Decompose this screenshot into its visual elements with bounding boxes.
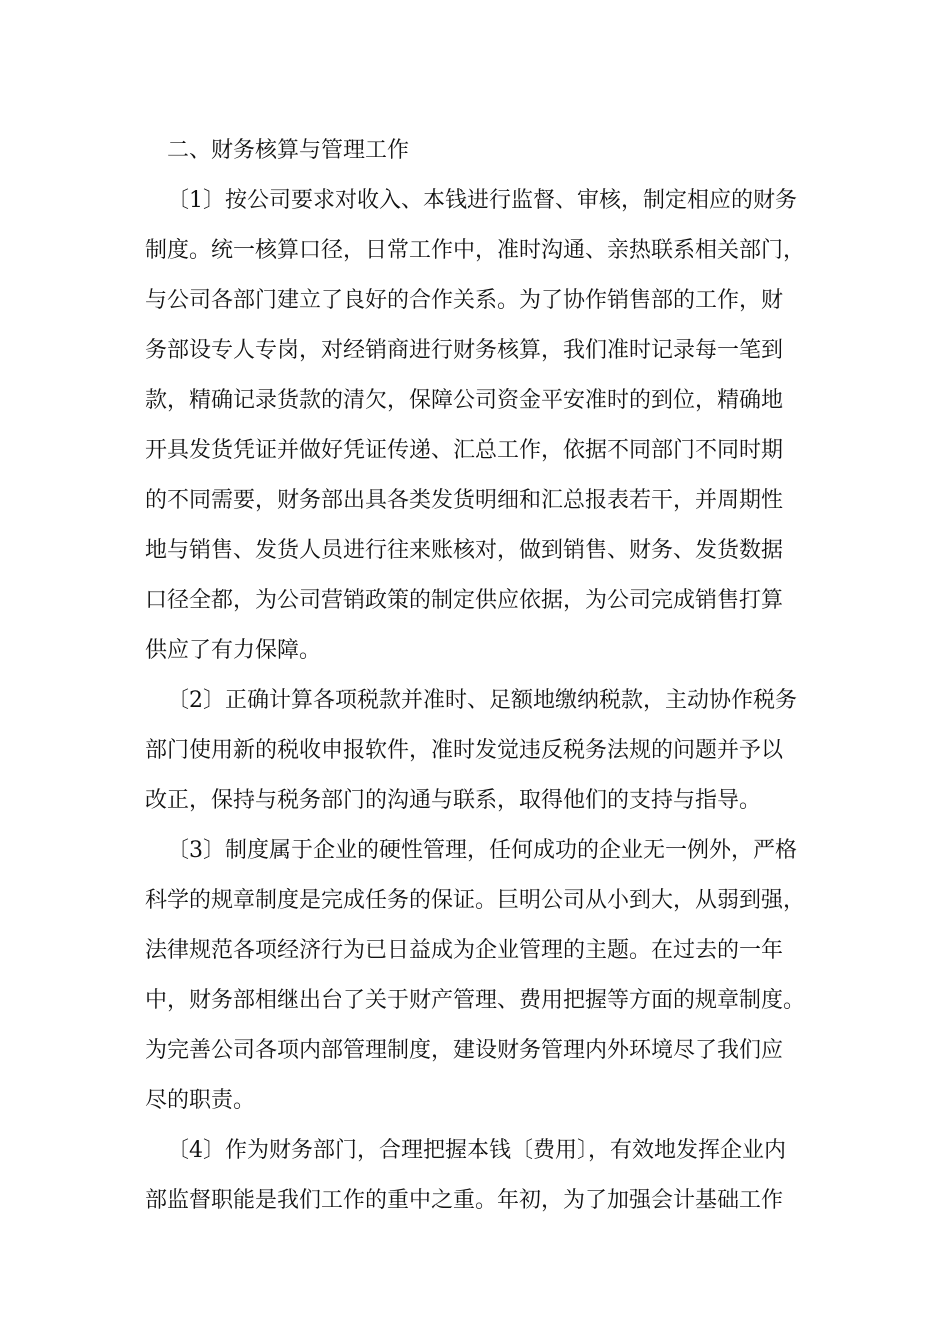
paragraph-2 xyxy=(145,676,835,826)
paragraph-line: 开具发货凭证并做好凭证传递、汇总工作，依据不同部门不同时期 xyxy=(145,438,784,463)
paragraph-line: 〔1〕按公司要求对收入、本钱进行监督、审核，制定相应的财务 xyxy=(167,188,797,213)
paragraph-line: 部监督职能是我们工作的重中之重。年初，为了加强会计基础工作 xyxy=(145,1188,784,1213)
paragraph-line: 制度。统一核算口径，日常工作中，准时沟通、亲热联系相关部门， xyxy=(145,238,806,263)
paragraph-4 xyxy=(145,1126,835,1226)
paragraph-line: 尽的职责。 xyxy=(145,1088,256,1113)
paragraph-line: 〔4〕作为财务部门，合理把握本钱〔费用〕，有效地发挥企业内 xyxy=(167,1138,786,1163)
paragraph-line: 务部设专人专岗，对经销商进行财务核算，我们准时记录每一笔到 xyxy=(145,338,784,363)
paragraph-line: 法律规范各项经济行为已日益成为企业管理的主题。在过去的一年 xyxy=(145,938,784,963)
paragraph-line: 〔2〕正确计算各项税款并准时、足额地缴纳税款，主动协作税务 xyxy=(167,688,797,713)
paragraph-3 xyxy=(145,826,835,1126)
paragraph-line: 款，精确记录货款的清欠，保障公司资金平安准时的到位，精确地 xyxy=(145,388,784,413)
paragraph-line: 中，财务部相继出台了关于财产管理、费用把握等方面的规章制度。 xyxy=(145,988,806,1013)
document-page xyxy=(145,126,835,1226)
paragraph-line: 改正，保持与税务部门的沟通与联系，取得他们的支持与指导。 xyxy=(145,788,762,813)
paragraph-line: 地与销售、发货人员进行往来账核对，做到销售、财务、发货数据 xyxy=(145,538,784,563)
paragraph-line: 〔3〕制度属于企业的硬性管理，任何成功的企业无一例外，严格 xyxy=(167,838,797,863)
section-heading: 二、财务核算与管理工作 xyxy=(167,138,410,163)
paragraph-1 xyxy=(145,176,835,676)
paragraph-line: 口径全都，为公司营销政策的制定供应依据，为公司完成销售打算 xyxy=(145,588,784,613)
paragraph-line: 为完善公司各项内部管理制度，建设财务管理内外环境尽了我们应 xyxy=(145,1038,784,1063)
paragraph-line: 部门使用新的税收申报软件，准时发觉违反税务法规的问题并予以 xyxy=(145,738,784,763)
paragraph-line: 的不同需要，财务部出具各类发货明细和汇总报表若干，并周期性 xyxy=(145,488,784,513)
paragraph-line: 与公司各部门建立了良好的合作关系。为了协作销售部的工作，财 xyxy=(145,288,784,313)
paragraph-line: 科学的规章制度是完成任务的保证。巨明公司从小到大，从弱到强， xyxy=(145,888,806,913)
paragraph-line: 供应了有力保障。 xyxy=(145,638,322,663)
